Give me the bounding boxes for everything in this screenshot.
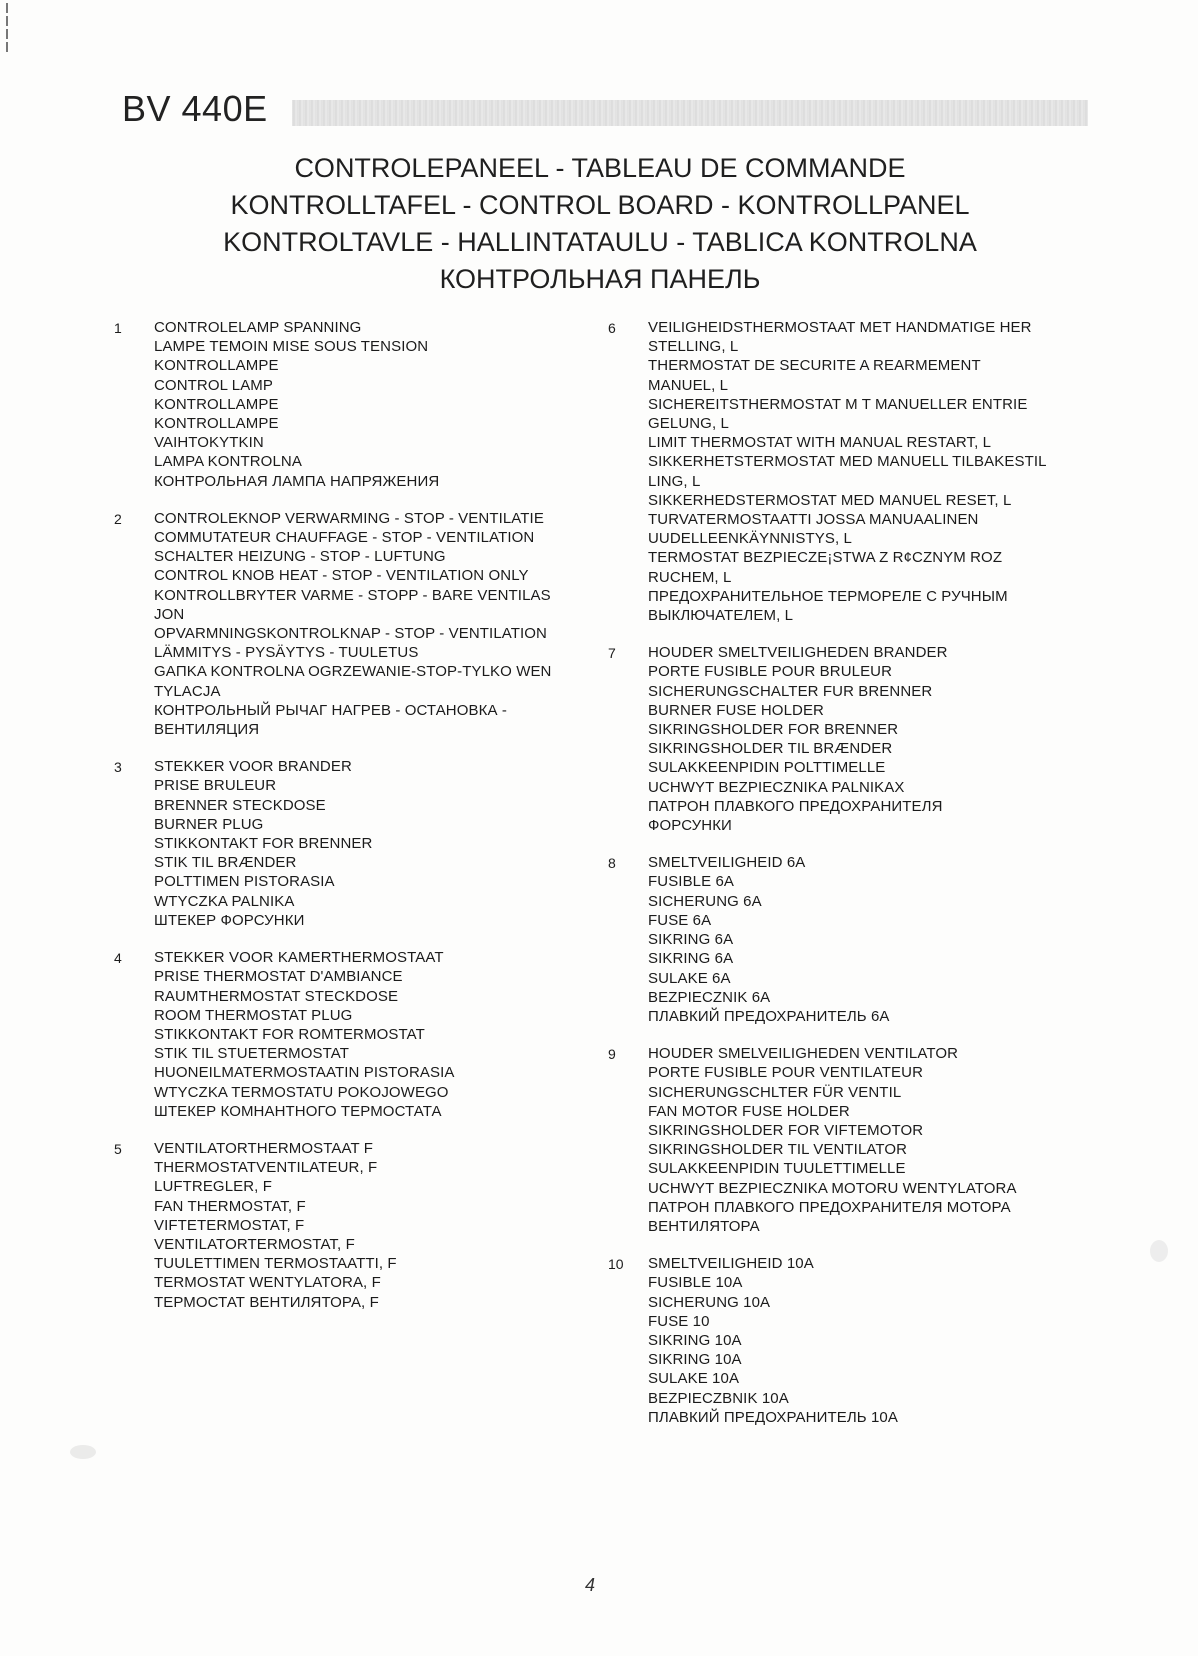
- translation-line: STIKKONTAKT FOR ROMTERMOSTAT: [154, 1025, 425, 1043]
- translation-line: ТЕРМОСТАТ ВЕНТИЛЯТОРА, F: [154, 1293, 379, 1311]
- item-translations: [648, 1044, 1108, 1236]
- translation-line: STELLING, L: [648, 338, 739, 356]
- translation-line: PORTE FUSIBLE POUR BRULEUR: [648, 663, 893, 681]
- legend-item: [114, 318, 614, 491]
- translation-line: TURVATERMOSTAATTI JOSSA MANUAALINEN: [648, 511, 979, 529]
- translation-line: LIMIT THERMOSTAT WITH MANUAL RESTART, L: [648, 434, 992, 452]
- item-translations: [154, 1139, 614, 1312]
- item-translations: [154, 509, 614, 739]
- translation-line: PRISE THERMOSTAT D'AMBIANCE: [154, 968, 403, 986]
- translation-line: SIKRINGSHOLDER TIL BRÆNDER: [648, 740, 893, 758]
- page-number: 4: [585, 1575, 596, 1595]
- translation-line: SIKKERHETSTERMOSTAT MED MANUELL TILBAKESTIL: [648, 453, 1047, 471]
- translation-line: ПРЕДОХРАНИТЕЛЬНОЕ ТЕРМОРЕЛЕ С РУЧНЫМ: [648, 587, 1008, 605]
- item-number: 4: [114, 950, 122, 967]
- translation-line: SIKRINGSHOLDER FOR BRENNER: [648, 721, 899, 739]
- section-heading: [100, 150, 1100, 298]
- item-translations: [154, 948, 614, 1121]
- legend-item: [608, 1254, 1108, 1427]
- translation-line: SIKRING 10A: [648, 1331, 742, 1349]
- translation-line: HOUDER SMELTVEILIGHEDEN BRANDER: [648, 644, 948, 662]
- translation-line: CONTROLELAMP SPANNING: [154, 319, 362, 336]
- translation-line: GELUNG, L: [648, 415, 729, 433]
- translation-line: BEZPIECZNIK 6A: [648, 988, 771, 1006]
- translation-line: ВЕНТИЛЯЦИЯ: [154, 721, 260, 739]
- model-title: BV 440E: [122, 88, 268, 129]
- legend-item: [114, 509, 614, 739]
- translation-line: ШТЕКЕР КОМНАНТНОГО ТЕРМОСТАТА: [154, 1102, 442, 1120]
- item-translations: [648, 643, 1108, 835]
- translation-line: ВЕНТИЛЯТОРА: [648, 1217, 760, 1235]
- translation-line: TUULETTIMEN TERMOSTAATTI, F: [154, 1255, 397, 1273]
- translation-line: POLTTIMEN PISTORASIA: [154, 873, 335, 891]
- translation-line: HUONEILMATERMOSTAATIN PISTORASIA: [154, 1064, 455, 1082]
- translation-line: SIKRINGSHOLDER TIL VENTILATOR: [648, 1141, 908, 1159]
- legend-item: [608, 1044, 1108, 1236]
- translation-line: ROOM THERMOSTAT PLUG: [154, 1006, 353, 1024]
- item-translations: [648, 1254, 1108, 1427]
- item-translations: [648, 853, 1108, 1026]
- translation-line: LAMPE TEMOIN MISE SOUS TENSION: [154, 338, 429, 356]
- item-number: 7: [608, 645, 616, 662]
- heading-line: CONTROLEPANEEL - TABLEAU DE COMMANDE: [294, 153, 906, 183]
- translation-line: SULAKE 6A: [648, 969, 731, 987]
- translation-line: FUSE 10: [648, 1312, 710, 1330]
- translation-line: ПАТРОН ПЛАВКОГО ПРЕДОХРАНИТЕЛЯ: [648, 797, 943, 815]
- translation-line: SIKKERHEDSTERMOSTAT MED MANUEL RESET, L: [648, 491, 1012, 509]
- legend-item: [608, 643, 1108, 835]
- translation-line: ВЫКЛЮЧАТЕЛЕМ, L: [648, 607, 794, 625]
- translation-line: UUDELLEENKÄYNNISTYS, L: [648, 530, 852, 548]
- translation-line: TERMOSTAT WENTYLATORA, F: [154, 1274, 381, 1292]
- translation-line: FUSIBLE 10A: [648, 1274, 743, 1292]
- translation-line: VENTILATORTERMOSTAT, F: [154, 1235, 355, 1253]
- translation-line: ШТЕКЕР ФОРСУНКИ: [154, 911, 305, 929]
- translation-line: ФОРСУНКИ: [648, 817, 732, 835]
- translation-line: SULAKE 10A: [648, 1370, 740, 1388]
- translation-line: КОНТРОЛЬНАЯ ЛАМПА НАПРЯЖЕНИЯ: [154, 472, 440, 490]
- item-number: 6: [608, 320, 616, 336]
- translation-line: SIKRING 6A: [648, 931, 734, 949]
- scan-speck: [1150, 1240, 1168, 1262]
- translation-line: SICHERUNGSCHALTER FUR BRENNER: [648, 682, 933, 700]
- translation-line: RUCHEM, L: [648, 568, 732, 586]
- translation-line: LÄMMITYS - PYSÄYTYS - TUULETUS: [154, 644, 419, 662]
- item-number: 9: [608, 1046, 616, 1063]
- translation-line: STEKKER VOOR BRANDER: [154, 758, 352, 776]
- scan-edge-mark: [2, 0, 12, 80]
- translation-line: VAIHTOKYTKIN: [154, 434, 264, 452]
- translation-line: BURNER FUSE HOLDER: [648, 701, 824, 719]
- translation-line: LING, L: [648, 472, 701, 490]
- translation-line: SCHALTER HEIZUNG - STOP - LUFTUNG: [154, 548, 446, 566]
- translation-line: CONTROLEKNOP VERWARMING - STOP - VENTILATIE: [154, 509, 544, 527]
- header-shaded-band: [292, 100, 1088, 126]
- translation-line: CONTROL KNOB HEAT - STOP - VENTILATION ONLY: [154, 567, 529, 585]
- translation-line: SMELTVEILIGHEID 10A: [648, 1255, 814, 1273]
- heading-line: KONTROLLTAFEL - CONTROL BOARD - KONTROLLPANEL: [230, 190, 970, 220]
- translation-line: RAUMTHERMOSTAT STECKDOSE: [154, 987, 399, 1005]
- left-column: [114, 318, 614, 1330]
- translation-line: COMMUTATEUR CHAUFFAGE - STOP - VENTILATION: [154, 529, 535, 547]
- translation-line: FAN THERMOSTAT, F: [154, 1197, 306, 1215]
- right-column: [608, 318, 1108, 1445]
- translation-line: SIKRING 10A: [648, 1351, 742, 1369]
- translation-line: KONTROLLAMPE: [154, 415, 279, 433]
- translation-line: LUFTREGLER, F: [154, 1178, 272, 1196]
- translation-line: UCHWYT BEZPIECZNIKA MOTORU WENTYLATORA: [648, 1179, 1017, 1197]
- translation-line: PORTE FUSIBLE POUR VENTILATEUR: [648, 1064, 923, 1082]
- legend-item: [608, 318, 1108, 625]
- translation-line: THERMOSTAT DE SECURITE A REARMEMENT: [648, 357, 981, 375]
- translation-line: SICHERUNG 6A: [648, 892, 762, 910]
- translation-line: STIKKONTAKT FOR BRENNER: [154, 835, 373, 853]
- item-number: 8: [608, 855, 616, 872]
- legend-item: [114, 948, 614, 1121]
- translation-line: STIK TIL BRÆNDER: [154, 854, 297, 872]
- translation-line: KONTROLLAMPE: [154, 395, 279, 413]
- translation-line: MANUEL, L: [648, 376, 729, 394]
- item-number: 2: [114, 510, 122, 527]
- translation-line: FUSIBLE 6A: [648, 873, 735, 891]
- item-translations: [648, 318, 1108, 625]
- legend-item: [608, 853, 1108, 1026]
- translation-line: VENTILATORTHERMOSTAAT F: [154, 1139, 373, 1157]
- translation-line: JON: [154, 605, 185, 623]
- translation-line: HOUDER SMELVEILIGHEDEN VENTILATOR: [648, 1045, 959, 1063]
- translation-line: GAΠKA KONTROLNA OGRZEWANIE-STOP-TYLKO WEN: [154, 663, 552, 681]
- scan-speck: [70, 1445, 96, 1459]
- translation-line: TYLACJA: [154, 682, 221, 700]
- translation-line: VIFTETERMOSTAT, F: [154, 1216, 305, 1234]
- heading-line: КОНТРОЛЬНАЯ ПАНЕЛЬ: [439, 264, 761, 294]
- translation-line: SULAKKEENPIDIN TUULETTIMELLE: [648, 1160, 906, 1178]
- translation-line: PRISE BRULEUR: [154, 777, 277, 795]
- translation-line: KONTROLLAMPE: [154, 357, 279, 375]
- translation-line: WTYCZKA PALNIKA: [154, 892, 295, 910]
- translation-line: BEZPIECZBNIK 10A: [648, 1389, 789, 1407]
- translation-line: SULAKKEENPIDIN POLTTIMELLE: [648, 759, 886, 777]
- legend-item: [114, 1139, 614, 1312]
- translation-line: WTYCZKA TERMOSTATU POKOJOWEGO: [154, 1083, 449, 1101]
- translation-line: FUSE 6A: [648, 911, 712, 929]
- translation-line: ПЛАВКИЙ ПРЕДОХРАНИТЕЛЬ 10A: [648, 1408, 898, 1426]
- translation-line: LAMPA KONTROLNA: [154, 453, 302, 471]
- item-number: 5: [114, 1140, 122, 1157]
- translation-line: UCHWYT BEZPIECZNIKA PALNIKAX: [648, 778, 905, 796]
- translation-line: STIK TIL STUETERMOSTAT: [154, 1045, 349, 1063]
- translation-line: SICHERUNGSCHLTER FÜR VENTIL: [648, 1083, 902, 1101]
- translation-line: SMELTVEILIGHEID 6A: [648, 854, 806, 872]
- item-translations: [154, 757, 614, 930]
- translation-line: THERMOSTATVENTILATEUR, F: [154, 1159, 378, 1177]
- translation-line: OPVARMNINGSKONTROLKNAP - STOP - VENTILATION: [154, 625, 547, 643]
- translation-line: SICHEREITSTHERMOSTAT M T MANUELLER ENTRIE: [648, 395, 1028, 413]
- translation-line: BRENNER STECKDOSE: [154, 796, 326, 814]
- item-translations: [154, 318, 614, 491]
- translation-line: STEKKER VOOR KAMERTHERMOSTAAT: [154, 949, 444, 967]
- translation-line: VEILIGHEIDSTHERMOSTAAT MET HANDMATIGE HER: [648, 319, 1032, 336]
- translation-line: KONTROLLBRYTER VARME - STOPP - BARE VENTILAS: [154, 586, 551, 604]
- translation-line: FAN MOTOR FUSE HOLDER: [648, 1102, 850, 1120]
- legend-item: [114, 757, 614, 930]
- item-number: 1: [114, 320, 122, 336]
- translation-line: SICHERUNG 10A: [648, 1293, 771, 1311]
- item-number: 10: [608, 1256, 624, 1273]
- translation-line: CONTROL LAMP: [154, 376, 273, 394]
- translation-line: КОНТРОЛЬНЫЙ РЫЧАГ НАГРЕВ - ОСТАНОВКА -: [154, 701, 507, 719]
- translation-line: BURNER PLUG: [154, 815, 264, 833]
- translation-line: SIKRINGSHOLDER FOR VIFTEMOTOR: [648, 1121, 924, 1139]
- translation-line: TERMOSTAT BEZPIECZE¡STWA Z R¢CZNYM ROZ: [648, 549, 1003, 567]
- heading-line: KONTROLTAVLE - HALLINTATAULU - TABLICA KONTROLNA: [223, 227, 977, 257]
- translation-line: ПЛАВКИЙ ПРЕДОХРАНИТЕЛЬ 6A: [648, 1007, 890, 1025]
- translation-line: SIKRING 6A: [648, 950, 734, 968]
- translation-line: ПАТРОН ПЛАВКОГО ПРЕДОХРАНИТЕЛЯ МОТОРА: [648, 1198, 1011, 1216]
- item-number: 3: [114, 759, 122, 776]
